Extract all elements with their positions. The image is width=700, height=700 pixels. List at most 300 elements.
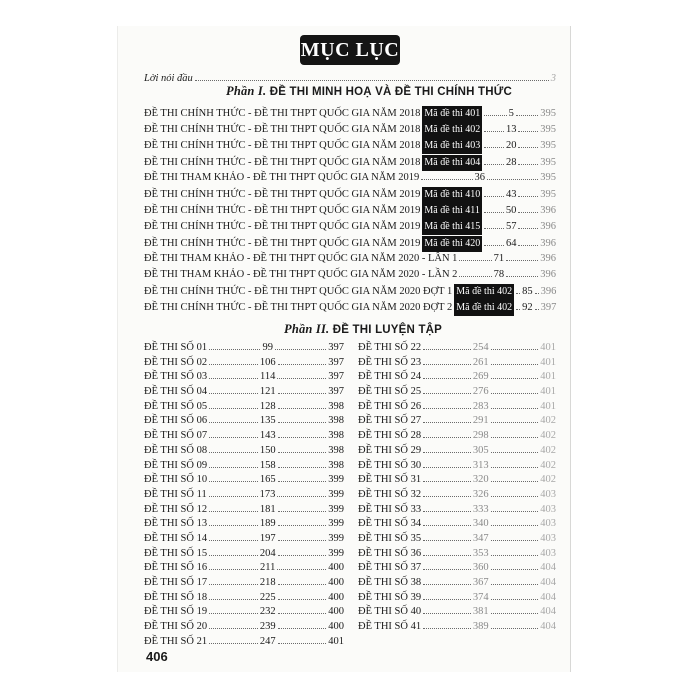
- entry-answer-page: 403: [540, 488, 557, 500]
- entry-answer-page: 403: [540, 518, 557, 530]
- exam-code-badge: Mã đề thi 411: [422, 203, 481, 219]
- toc-entry: [144, 203, 556, 219]
- entry-answer-page: 395: [540, 124, 556, 136]
- dot-leader: [209, 437, 258, 438]
- dot-leader: [278, 393, 327, 394]
- toc-entry: [144, 547, 344, 562]
- toc-entry: [144, 576, 344, 591]
- dot-leader: [491, 540, 539, 541]
- exam-code-badge: Mã đề thi 403: [422, 138, 482, 154]
- entry-answer-page: 396: [540, 221, 556, 233]
- dot-leader: [278, 422, 327, 423]
- entry-answer-page: 402: [540, 444, 557, 456]
- dot-leader: [423, 437, 471, 438]
- entry-label: ĐỀ THI SỐ 10: [144, 474, 208, 486]
- dot-leader: [209, 628, 258, 629]
- exam-code-badge: Mã đề thi 415: [422, 219, 482, 235]
- exam-code-badge: Mã đề thi 401: [422, 106, 482, 122]
- toc-entry: [358, 576, 556, 591]
- entry-page: 225: [259, 591, 276, 603]
- entry-page: 353: [472, 547, 489, 559]
- entry-page: 150: [259, 444, 276, 456]
- dot-leader: [484, 212, 504, 213]
- entry-answer-page: 397: [328, 371, 345, 383]
- entry-label: ĐỀ THI THAM KHẢO - ĐỀ THI THPT QUỐC GIA NĂM 2020 - LẦN 1: [144, 252, 458, 264]
- entry-page: 57: [505, 221, 517, 233]
- dot-leader: [209, 452, 258, 453]
- entry-answer-page: 395: [540, 140, 556, 152]
- dot-leader: [518, 131, 538, 132]
- dot-leader: [491, 628, 539, 629]
- entry-page: 50: [505, 205, 517, 217]
- dot-leader: [423, 525, 471, 526]
- entry-label: ĐỀ THI SỐ 32: [358, 488, 422, 500]
- entry-page: 360: [472, 562, 489, 574]
- entry-answer-page: 404: [540, 591, 557, 603]
- entry-page: 389: [472, 621, 489, 633]
- toc-entry: [144, 532, 344, 547]
- entry-label: ĐỀ THI SỐ 21: [144, 635, 208, 647]
- dot-leader: [491, 613, 539, 614]
- dot-leader: [277, 496, 326, 497]
- toc-entry: [358, 517, 556, 532]
- entry-answer-page: 401: [540, 342, 557, 353]
- entry-page: 13: [505, 124, 517, 136]
- entry-page: 333: [472, 503, 489, 515]
- dot-leader: [518, 196, 538, 197]
- toc-entry: [358, 620, 556, 635]
- entry-label: ĐỀ THI CHÍNH THỨC - ĐỀ THI THPT QUỐC GIA NĂM 2019: [144, 221, 421, 233]
- dot-leader: [278, 437, 327, 438]
- dot-leader: [491, 467, 539, 468]
- entry-label: ĐỀ THI CHÍNH THỨC - ĐỀ THI THPT QUỐC GIA NĂM 2018: [144, 124, 421, 136]
- dot-leader: [278, 481, 327, 482]
- dot-leader: [518, 164, 538, 165]
- entry-answer-page: 400: [328, 562, 345, 574]
- dot-leader: [209, 569, 258, 570]
- entry-answer-page: 404: [540, 621, 557, 633]
- entry-answer-page: 398: [328, 400, 345, 412]
- entry-answer-page: 399: [328, 474, 345, 486]
- dot-leader: [275, 349, 326, 350]
- entry-answer-page: 399: [328, 488, 344, 500]
- dot-leader: [278, 540, 327, 541]
- dot-leader: [484, 131, 504, 132]
- dot-leader: [209, 555, 258, 556]
- part1-heading: [226, 84, 512, 99]
- entry-page: 374: [472, 591, 489, 603]
- dot-leader: [423, 422, 471, 423]
- entry-page: 239: [259, 621, 276, 633]
- entry-page: 232: [259, 606, 276, 618]
- toc-entry: [358, 591, 556, 606]
- dot-leader: [423, 496, 471, 497]
- entry-label: ĐỀ THI SỐ 28: [358, 430, 422, 442]
- dot-leader: [209, 540, 258, 541]
- entry-label: ĐỀ THI SỐ 33: [358, 503, 422, 515]
- dot-leader: [484, 228, 504, 229]
- dot-leader: [209, 364, 258, 365]
- entry-label: ĐỀ THI SỐ 37: [358, 562, 422, 574]
- dot-leader: [423, 613, 471, 614]
- toc-entry: [144, 459, 344, 474]
- entry-answer-page: 397: [328, 342, 345, 353]
- dot-leader: [209, 584, 258, 585]
- toc-entry: [144, 635, 344, 650]
- entry-page: 269: [472, 371, 489, 383]
- dot-leader: [484, 164, 504, 165]
- dot-leader: [209, 378, 258, 379]
- entry-answer-page: 400: [328, 621, 345, 633]
- dot-leader: [209, 613, 258, 614]
- entry-label: ĐỀ THI SỐ 20: [144, 621, 208, 633]
- dot-leader: [209, 467, 258, 468]
- exam-code-badge: Mã đề thi 402: [422, 122, 482, 138]
- dot-leader: [491, 393, 539, 394]
- dot-leader: [209, 408, 258, 409]
- dot-leader: [491, 422, 539, 423]
- entry-label: ĐỀ THI SỐ 08: [144, 444, 208, 456]
- dot-leader: [423, 364, 471, 365]
- dot-leader: [423, 481, 471, 482]
- entry-label: ĐỀ THI SỐ 15: [144, 547, 208, 559]
- toc-entry: [358, 356, 556, 371]
- dot-leader: [195, 80, 549, 81]
- entry-label: ĐỀ THI SỐ 30: [358, 459, 422, 471]
- toc-entry: [144, 268, 556, 282]
- entry-page: 305: [472, 444, 489, 456]
- entry-label: ĐỀ THI SỐ 26: [358, 400, 422, 412]
- dot-leader: [491, 364, 539, 365]
- entry-page: 20: [505, 140, 517, 152]
- toc-entry: [144, 561, 344, 576]
- toc-entry: [144, 284, 556, 300]
- entry-page: 347: [472, 532, 489, 544]
- dot-leader: [484, 147, 504, 148]
- toc-entry: [144, 341, 344, 356]
- toc-entry: [144, 219, 556, 235]
- dot-leader: [518, 147, 538, 148]
- toc-entry: [358, 561, 556, 576]
- entry-label: ĐỀ THI THAM KHẢO - ĐỀ THI THPT QUỐC GIA NĂM 2019: [144, 171, 420, 183]
- entry-page: 114: [260, 371, 276, 383]
- dot-leader: [277, 569, 326, 570]
- dot-leader: [209, 349, 260, 350]
- entry-label: ĐỀ THI SỐ 01: [144, 342, 208, 353]
- entry-page: 313: [472, 459, 489, 471]
- entry-label: ĐỀ THI SỐ 40: [358, 606, 422, 618]
- entry-page: 276: [472, 386, 489, 398]
- entry-page: 197: [259, 532, 276, 544]
- toc-entry: [144, 138, 556, 154]
- dot-leader: [487, 179, 538, 180]
- dot-leader: [491, 511, 539, 512]
- entry-label: ĐỀ THI THAM KHẢO - ĐỀ THI THPT QUỐC GIA NĂM 2020 - LẦN 2: [144, 269, 458, 280]
- toc-entry: [144, 236, 556, 252]
- toc-entry: [144, 620, 344, 635]
- entry-page: 381: [472, 606, 489, 618]
- dot-leader: [484, 115, 506, 116]
- entry-label: ĐỀ THI SỐ 04: [144, 386, 208, 398]
- entry-page: 291: [472, 415, 489, 427]
- entry-label: ĐỀ THI SỐ 19: [144, 606, 208, 618]
- entry-label: ĐỀ THI SỐ 34: [358, 518, 422, 530]
- entry-answer-page: 397: [540, 302, 557, 314]
- entry-answer-page: 399: [328, 532, 345, 544]
- entry-label: ĐỀ THI SỐ 23: [358, 356, 422, 368]
- toc-entry: [358, 429, 556, 444]
- part2-heading: [284, 322, 442, 337]
- entry-label: ĐỀ THI SỐ 36: [358, 547, 422, 559]
- entry-page: 204: [259, 547, 276, 559]
- entry-page: 106: [259, 356, 276, 368]
- dot-leader: [278, 555, 327, 556]
- entry-answer-page: 396: [540, 252, 556, 264]
- entry-answer-page: 403: [540, 532, 557, 544]
- entry-label: ĐỀ THI SỐ 27: [358, 415, 422, 427]
- entry-answer-page: 395: [540, 171, 556, 183]
- entry-answer-page: 401: [540, 400, 557, 412]
- entry-answer-page: 397: [328, 386, 345, 398]
- entry-label: ĐỀ THI CHÍNH THỨC - ĐỀ THI THPT QUỐC GIA NĂM 2018: [144, 108, 421, 119]
- dot-leader: [209, 599, 258, 600]
- entry-label: ĐỀ THI SỐ 38: [358, 577, 422, 588]
- entry-page: 254: [472, 342, 489, 353]
- dot-leader: [278, 628, 327, 629]
- entry-label: ĐỀ THI SỐ 29: [358, 444, 422, 456]
- preface-label: Lời nói đầu: [144, 73, 193, 84]
- entry-label: ĐỀ THI SỐ 09: [144, 459, 208, 471]
- dot-leader: [278, 599, 327, 600]
- dot-leader: [516, 309, 520, 310]
- dot-leader: [491, 378, 539, 379]
- entry-label: ĐỀ THI CHÍNH THỨC - ĐỀ THI THPT QUỐC GIA NĂM 2019: [144, 205, 421, 217]
- entry-page: 211: [260, 562, 276, 574]
- entry-label: ĐỀ THI CHÍNH THỨC - ĐỀ THI THPT QUỐC GIA NĂM 2018: [144, 140, 421, 152]
- entry-page: 326: [472, 488, 489, 500]
- dot-leader: [209, 496, 258, 497]
- entry-label: ĐỀ THI SỐ 31: [358, 474, 422, 486]
- toc-entry: [358, 459, 556, 474]
- entry-page: 92: [522, 302, 533, 314]
- entry-answer-page: 396: [540, 237, 556, 249]
- toc-entry: [144, 187, 556, 203]
- toc-entry: [358, 473, 556, 488]
- dot-leader: [535, 293, 539, 294]
- toc-entry: [144, 385, 344, 400]
- dot-leader: [423, 378, 471, 379]
- toc-entry: [144, 300, 556, 316]
- toc-entry: [144, 488, 344, 503]
- entry-page: 158: [259, 459, 276, 471]
- entry-label: ĐỀ THI SỐ 06: [144, 415, 208, 427]
- dot-leader: [516, 293, 520, 294]
- dot-leader: [518, 212, 538, 213]
- part2-right-column: [358, 341, 556, 635]
- dot-leader: [423, 540, 471, 541]
- dot-leader: [278, 584, 327, 585]
- dot-leader: [277, 378, 326, 379]
- dot-leader: [506, 276, 538, 277]
- toc-entry: [144, 414, 344, 429]
- dot-leader: [421, 179, 472, 180]
- entry-page: 85: [522, 286, 533, 298]
- dot-leader: [506, 260, 538, 261]
- entry-page: 173: [259, 488, 276, 500]
- dot-leader: [459, 260, 491, 261]
- entry-answer-page: 397: [328, 356, 345, 368]
- entry-answer-page: 398: [328, 415, 345, 427]
- entry-page: 135: [259, 415, 276, 427]
- entry-label: ĐỀ THI CHÍNH THỨC - ĐỀ THI THPT QUỐC GIA NĂM 2019: [144, 189, 421, 200]
- toc-entry: [144, 517, 344, 532]
- page-title: MỤC LỤC: [300, 35, 400, 65]
- dot-leader: [423, 452, 471, 453]
- entry-label: ĐỀ THI SỐ 16: [144, 562, 208, 574]
- dot-leader: [278, 408, 327, 409]
- entry-page: 165: [259, 474, 276, 486]
- entry-answer-page: 396: [540, 269, 556, 280]
- preface-page: 3: [550, 73, 556, 84]
- dot-leader: [209, 525, 258, 526]
- dot-leader: [518, 228, 538, 229]
- toc-entry: [144, 171, 556, 185]
- dot-leader: [278, 467, 327, 468]
- toc-entry: [358, 547, 556, 562]
- part2-prefix: Phần II.: [284, 322, 330, 336]
- entry-label: ĐỀ THI SỐ 03: [144, 371, 208, 383]
- entry-label: ĐỀ THI SỐ 17: [144, 577, 208, 588]
- entry-answer-page: 402: [540, 474, 557, 486]
- part2-left-column: [144, 341, 344, 649]
- dot-leader: [491, 481, 539, 482]
- entry-page: 5: [508, 108, 514, 119]
- entry-answer-page: 402: [540, 415, 557, 427]
- entry-answer-page: 402: [540, 430, 557, 442]
- toc-entry: [144, 429, 344, 444]
- entry-page: 218: [259, 577, 276, 588]
- toc-entry: [358, 385, 556, 400]
- dot-leader: [535, 309, 539, 310]
- entry-page: 43: [505, 189, 517, 200]
- dot-leader: [423, 393, 471, 394]
- dot-leader: [423, 599, 471, 600]
- entry-page: 340: [472, 518, 489, 530]
- part2-title: ĐỀ THI LUYỆN TẬP: [332, 324, 443, 336]
- entry-page: 189: [259, 518, 276, 530]
- dot-leader: [491, 496, 539, 497]
- entry-label: ĐỀ THI CHÍNH THỨC - ĐỀ THI THPT QUỐC GIA NĂM 2020 ĐỢT 2: [144, 302, 453, 314]
- dot-leader: [278, 511, 327, 512]
- toc-entry: [144, 591, 344, 606]
- dot-leader: [423, 467, 471, 468]
- toc-entry: [144, 473, 344, 488]
- dot-leader: [423, 628, 471, 629]
- entry-answer-page: 399: [328, 547, 345, 559]
- entry-page: 247: [259, 635, 276, 647]
- dot-leader: [209, 643, 258, 644]
- entry-answer-page: 398: [328, 444, 345, 456]
- exam-code-badge: Mã đề thi 410: [422, 187, 482, 203]
- entry-answer-page: 401: [540, 356, 557, 368]
- toc-entry: [358, 341, 556, 356]
- dot-leader: [491, 452, 539, 453]
- dot-leader: [209, 481, 258, 482]
- entry-label: ĐỀ THI SỐ 35: [358, 532, 422, 544]
- dot-leader: [278, 613, 327, 614]
- entry-answer-page: 401: [540, 386, 557, 398]
- dot-leader: [209, 422, 258, 423]
- entry-page: 121: [259, 386, 276, 398]
- entry-page: 64: [505, 237, 517, 249]
- dot-leader: [423, 584, 471, 585]
- entry-label: ĐỀ THI SỐ 11: [144, 488, 207, 500]
- entry-answer-page: 398: [328, 430, 345, 442]
- exam-code-badge: Mã đề thi 402: [454, 300, 514, 316]
- entry-answer-page: 395: [540, 108, 556, 119]
- entry-label: ĐỀ THI CHÍNH THỨC - ĐỀ THI THPT QUỐC GIA NĂM 2020 ĐỢT 1: [144, 286, 453, 298]
- dot-leader: [209, 393, 258, 394]
- entry-page: 283: [472, 400, 489, 412]
- entry-label: ĐỀ THI SỐ 24: [358, 371, 422, 383]
- entry-answer-page: 403: [540, 503, 557, 515]
- toc-entry: [144, 444, 344, 459]
- entry-answer-page: 400: [328, 577, 345, 588]
- toc-entry: [144, 503, 344, 518]
- entry-answer-page: 395: [540, 156, 556, 168]
- entry-label: ĐỀ THI SỐ 18: [144, 591, 208, 603]
- dot-leader: [278, 452, 327, 453]
- dot-leader: [491, 408, 539, 409]
- dot-leader: [423, 349, 471, 350]
- entry-answer-page: 399: [328, 503, 345, 515]
- toc-entry: [144, 122, 556, 138]
- dot-leader: [491, 555, 539, 556]
- dot-leader: [518, 245, 538, 246]
- entry-page: 143: [259, 430, 276, 442]
- dot-leader: [459, 276, 491, 277]
- page-number: 406: [146, 649, 168, 664]
- entry-answer-page: 400: [328, 606, 345, 618]
- entry-label: ĐỀ THI SỐ 13: [144, 518, 208, 530]
- entry-page: 320: [472, 474, 489, 486]
- entry-label: ĐỀ THI CHÍNH THỨC - ĐỀ THI THPT QUỐC GIA NĂM 2018: [144, 156, 421, 168]
- dot-leader: [491, 569, 539, 570]
- toc-entry: [358, 400, 556, 415]
- entry-answer-page: 398: [328, 459, 345, 471]
- dot-leader: [423, 511, 471, 512]
- entry-label: ĐỀ THI CHÍNH THỨC - ĐỀ THI THPT QUỐC GIA NĂM 2019: [144, 237, 421, 249]
- toc-entry: [144, 106, 556, 122]
- entry-page: 181: [259, 503, 276, 515]
- entry-page: 128: [259, 400, 276, 412]
- entry-page: 367: [472, 577, 489, 588]
- entry-answer-page: 400: [328, 591, 345, 603]
- exam-code-badge: Mã đề thi 404: [422, 155, 482, 171]
- entry-answer-page: 404: [540, 562, 557, 574]
- entry-answer-page: 396: [540, 286, 557, 298]
- entry-answer-page: 402: [540, 459, 557, 471]
- toc-entry: [358, 503, 556, 518]
- entry-page: 71: [493, 252, 505, 264]
- entry-page: 28: [505, 156, 517, 168]
- toc-entry: [358, 532, 556, 547]
- toc-entry: [144, 155, 556, 171]
- dot-leader: [278, 364, 327, 365]
- exam-code-badge: Mã đề thi 402: [454, 284, 514, 300]
- entry-answer-page: 401: [540, 371, 557, 383]
- entry-answer-page: 403: [540, 547, 557, 559]
